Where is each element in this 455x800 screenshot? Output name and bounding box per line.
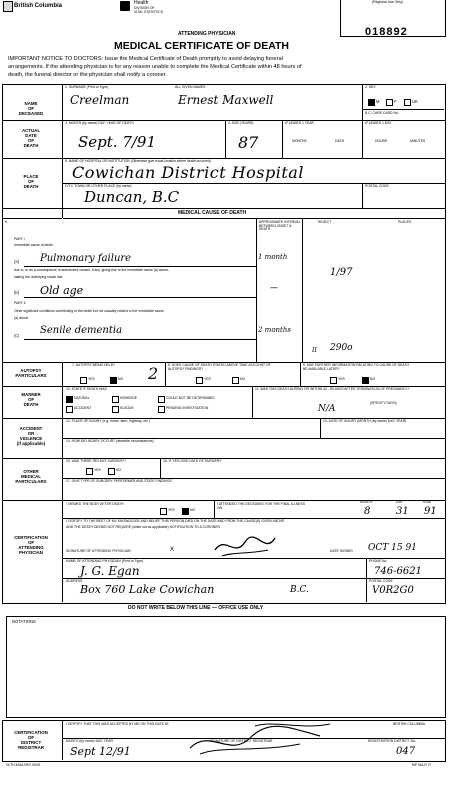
interval-b-value[interactable]: — [270,283,278,292]
attending-heading: ATTENDING PHYSICIAN [178,31,236,37]
certify-text-1: I CERTIFY TO THE BEST OF MY KNOWLEDGE AND BELIEF THIS PERSON DIED ON THE DATE AND FROM THE CAUSE(S) GIVEN ABOVE [66,519,285,523]
interval-divider-left [256,218,257,362]
date-of-death-label: 3. MONTH (by name) DAY, YEAR OF DEATH [65,121,134,125]
attended-month-value[interactable]: 8 [364,506,371,517]
registrar-certify-text: I CERTIFY THAT THIS WAS ACCEPTED BY ME ON THIS DATE AT: [66,722,170,726]
notice-line-1: IMPORTANT NOTICE TO DOCTORS: Issue the Medical Certificate of Death promptly to avoid delaying funeral [8,56,283,62]
homicide-label: HOMICIDE [120,396,137,400]
surname-value[interactable]: Creelman [70,93,130,107]
cert-postal-value[interactable]: V0R2G0 [372,585,414,596]
q15-label: 15. WAS THERE RECENT SURGERY? [66,459,126,463]
section-name-of-deceased: NAME OF DECEASED [18,101,44,117]
health-logo [120,1,130,11]
section-other-medical: OTHER MEDICAL PARTICULARS [15,469,47,485]
viewed-body-label: I VIEWED THE BODY AFTER DEATH [66,502,124,506]
ministry-line-2: DIVISION OF [134,6,155,10]
physician-signature [210,530,280,560]
section-accident: ACCIDENT OR VIOLENCE (if applicable) [16,426,46,447]
registration-district-label: REGISTRATION DISTRICT No. [368,739,416,743]
viewed-no-label: NO [190,508,196,512]
cause-c-line [24,339,256,340]
specify-days-label: (SPECIFY DAYS) [370,401,397,405]
given-names-value[interactable]: Ernest Maxwell [178,93,274,107]
age-value[interactable]: 87 [238,133,259,152]
sex-label: 2. SEX [365,85,376,89]
q8-yes-checkbox[interactable] [196,377,203,384]
q13-divider [320,418,321,438]
ministry-line-1: Health [134,0,149,6]
form-title: MEDICAL CERTIFICATE OF DEATH [114,40,289,52]
sex-m-label: M [376,99,380,104]
q7-no-label: NO [118,377,124,381]
suicide-checkbox[interactable] [112,406,119,413]
reject-mark-3: 290o [330,343,353,353]
q8-no-checkbox[interactable] [232,377,239,384]
months-label: MONTHS [292,139,307,143]
section-certification: CERTIFICATION OF ATTENDING PHYSICIAN [14,535,48,556]
q16-divider [160,458,161,478]
date-of-death-value[interactable]: Sept. 7/91 [78,133,157,151]
interval-a-value[interactable]: 1 month [258,253,288,261]
immediate-label: Immediate cause of death [14,243,54,247]
q8-no-label: NO [240,377,246,381]
postal-divider [362,183,363,208]
interval-label: APPROXIMATE INTERVAL BETWEEN ONSET & DEATH [259,220,301,232]
city-label: CITY, TOWN OR OTHER PLACE (by name) [65,184,132,188]
age-divider [225,120,226,158]
sex-f-checkbox[interactable] [386,99,393,106]
interval-divider-right [302,218,303,362]
attended-label: I ATTENDED THE DECEASED FOR THE FINAL ILLNESS ON [217,502,306,510]
care-card-line [362,109,444,110]
registrar-bc-label: BRITISH COLUMBIA [393,722,426,726]
notice-line-3: death, the funeral director or the physician shall notify a coroner. [8,72,167,78]
pending-label: PENDING INVESTIGATION [166,406,209,410]
address-province[interactable]: B.C. [290,585,309,595]
q7-yes-label: YES [88,377,95,381]
q9-yes-label: YES [338,377,345,381]
footer-right-code: MP 5#127 R [412,763,431,767]
physician-name-label: NAME OF ATTENDING PHYSICIAN (Print or Type) [66,559,144,563]
reject-label: REJECT [318,220,332,224]
sex-uk-checkbox[interactable] [404,99,411,106]
cause-a-value[interactable]: Pulmonary failure [40,253,132,264]
phone-value[interactable]: 746-6621 [374,566,422,577]
address-label: ADDRESS [66,579,83,583]
hospital-label: 5. NAME OF HOSPITAL OR INSTITUTION (Otherwise give exact location where death occurred) [65,159,211,163]
cause-heading: MEDICAL CAUSE OF DEATH [178,210,247,216]
sex-divider [362,84,363,120]
notice-line-2: arrangements. If the attending physician is for any reason unable to complete the Medical Certificate within 48 hours of [8,64,302,70]
q9-divider [300,362,301,386]
registrar-use-label: (Registrar Use Only) [372,0,403,4]
cause-b-line [24,297,256,298]
section-place-of-death: PLACE OF DEATH [23,174,39,190]
row-divider-8 [2,500,445,501]
surname-label: 1. SURNAME (Print or Type) [65,85,109,89]
certify-text-2: AND THE DEATH DID/DID NOT REQUIRE (strike out as applicable) NOTIFICATION TO A CORONER. [66,525,221,529]
accident-checkbox[interactable] [66,406,73,413]
date-signed-value[interactable]: OCT 15 91 [368,543,417,553]
reject-mark-2: II [312,347,317,354]
notations-label: NOTATIONS [12,619,36,624]
q8-divider [165,362,166,386]
q13-label: 13. DATE OF INJURY (MONTH (by name) DAY, YEAR) [323,419,407,423]
under-year-divider [282,120,283,158]
registrar-signature [180,718,360,760]
section-autopsy: AUTOPSY PARTICULARS [15,368,47,379]
attended-month-label: MONTH [360,500,373,504]
given-names-label: ALL GIVEN NAMES [175,85,206,89]
q14-label: 14. HOW DID INJURY OCCUR? (describe circumstances) [66,439,154,443]
natural-checkbox[interactable] [66,396,73,403]
registrar-date-value[interactable]: Sept 12/91 [70,745,131,758]
form-number: HLTH 406A REV 90/01 [6,763,41,767]
sex-m-checkbox[interactable] [368,99,375,106]
q12-label: 12. PLACE OF INJURY (e.g. home, farm, highway, etc.) [66,419,150,423]
q9-no-label: NO [370,377,376,381]
q7-no-checkbox[interactable] [110,377,117,384]
q9-yes-checkbox[interactable] [330,377,337,384]
ministry-line-3: VITAL STATISTICS [134,10,164,14]
q15-yes-label: YES [94,468,101,472]
registrar-divider [62,720,63,760]
days-label: DAYS [335,139,344,143]
physician-name-value[interactable]: J. G. Egan [80,564,140,578]
pending-checkbox[interactable] [158,406,165,413]
notations-box [6,616,446,718]
q11-label: 11. WAS THIS DEATH DURING OR WITHIN 42 - 90 DAYS AFTER TERMINATION OF PREGNANCY? [255,387,410,391]
signature-x: X [170,547,175,553]
accident-label: ACCIDENT [74,406,92,410]
cause-c-letter: (c) [14,333,19,338]
q17-label: 17. GIVE TYPE OF SURGERY PERFORMED AND STATE FINDINGS [66,479,172,483]
q15-no-checkbox[interactable] [108,468,115,475]
sex-uk-label: UK [412,99,418,104]
phone-divider [366,558,367,602]
hours-label: HOURS [375,139,388,143]
attended-year-label: YEAR [422,500,432,504]
q7-yes-checkbox[interactable] [80,377,87,384]
address-value[interactable]: Box 760 Lake Cowichan [80,583,215,596]
section-registrar: CERTIFICATION OF DISTRICT REGISTRAR [14,730,48,751]
due-to-text: due to, or as a consequence of antecedent causes, if any, giving rise to the immediate cause (a) above, [14,268,170,272]
q7-label: 7. AUTOPSY BEING HELD? [72,363,116,367]
section-manner: MANNER OF DEATH [21,392,41,408]
registrar-month-label: MONTH (by name) DAY, YEAR [66,739,113,743]
suicide-label: SUICIDE [120,406,134,410]
registrar-signature-label: SIGNATURE OF DISTRICT REGISTRAR [210,739,273,743]
q15-no-label: NO [116,468,122,472]
under-1-year-label: IF UNDER 1 YEAR [285,121,314,125]
homicide-checkbox[interactable] [112,396,119,403]
date-signed-label: DATE SIGNED [330,549,353,553]
cause-a-line [24,266,256,267]
office-use-banner: DO NOT WRITE BELOW THIS LINE — OFFICE USE ONLY [128,605,264,611]
sex-f-label: F [394,99,397,104]
place-postal-label: POSTAL CODE [365,184,389,188]
province-name: British Columbia [14,3,63,9]
viewed-yes-checkbox[interactable] [160,508,167,515]
autopsy-mark: 2 [148,364,159,383]
cause-number: 6. [5,220,8,224]
attended-divider [214,500,215,518]
signature-label: SIGNATURE OF ATTENDING PHYSICIAN [66,549,131,553]
registration-district-value[interactable]: 047 [396,746,416,757]
other-conditions-text: Other significant conditions contributing to the death but not causally related to the immediate cause [14,309,164,313]
minutes-label: MINUTES [410,139,426,143]
part2-value[interactable]: Senile dementia [40,325,123,336]
stating-text: stating the underlying cause last [14,275,63,279]
interval-c-value[interactable]: 2 months [258,326,291,334]
cause-b-value[interactable]: Old age [40,284,84,297]
natural-label: NATURAL [74,396,90,400]
attended-day-value[interactable]: 31 [396,506,409,517]
reject-mark-1: 1/97 [330,267,353,278]
cause-header-line [2,218,445,219]
bc-care-card-label: B.C. CARE CARD No. [365,111,399,115]
q11-divider [252,386,253,418]
viewed-no-checkbox[interactable] [182,508,189,515]
age-label: 4. AGE (YEARS) [228,121,254,125]
q16-label: 16. IF YES GIVE DATE OF SURGERY [163,459,222,463]
undetermined-label: COULD NOT BE DETERMINED [166,396,215,400]
bc-crest-logo [3,1,13,12]
a-above-text: (a) above. [14,316,30,320]
hospital-value[interactable]: Cowichan District Hospital [72,163,304,182]
undetermined-checkbox[interactable] [158,396,165,403]
attended-day-label: DAY [396,500,403,504]
viewed-yes-label: YES [168,508,175,512]
part1-label: PART I [14,237,25,241]
row-divider-3 [2,208,445,209]
places-label: PLACES [398,220,412,224]
q15-yes-checkbox[interactable] [86,468,93,475]
city-value[interactable]: Duncan, B.C [84,188,180,206]
phone-label: PHONE No. [369,559,388,563]
attended-year-value[interactable]: 91 [424,506,437,517]
q9-label: 9. MAY FURTHER INFORMATION RELATING TO CAUSE OF DEATH BE AVAILABLE LATER? [303,363,409,371]
part2-label: PART II [14,301,26,305]
pregnancy-value[interactable]: N/A [318,404,336,414]
cert-postal-label: POSTAL CODE [369,579,393,583]
under-1-day-label: IF UNDER 1 DAY [365,121,392,125]
serial-number: 018892 [365,26,408,38]
q8-yes-label: YES [204,377,211,381]
section-date-of-death: ACTUAL DATE OF DEATH [21,128,41,149]
under-day-divider [362,120,363,158]
cause-a-letter: (a) [14,259,20,264]
q9-no-checkbox[interactable] [362,377,369,384]
q8-label: 8. DOES CAUSE OF DEATH STATED ABOVE TAKE ACCOUNT OF AUTOPSY FINDINGS? [168,363,271,371]
q10-label: 10. STATE IF DEATH WAS [66,387,107,391]
cause-b-letter: (b) [14,290,20,295]
